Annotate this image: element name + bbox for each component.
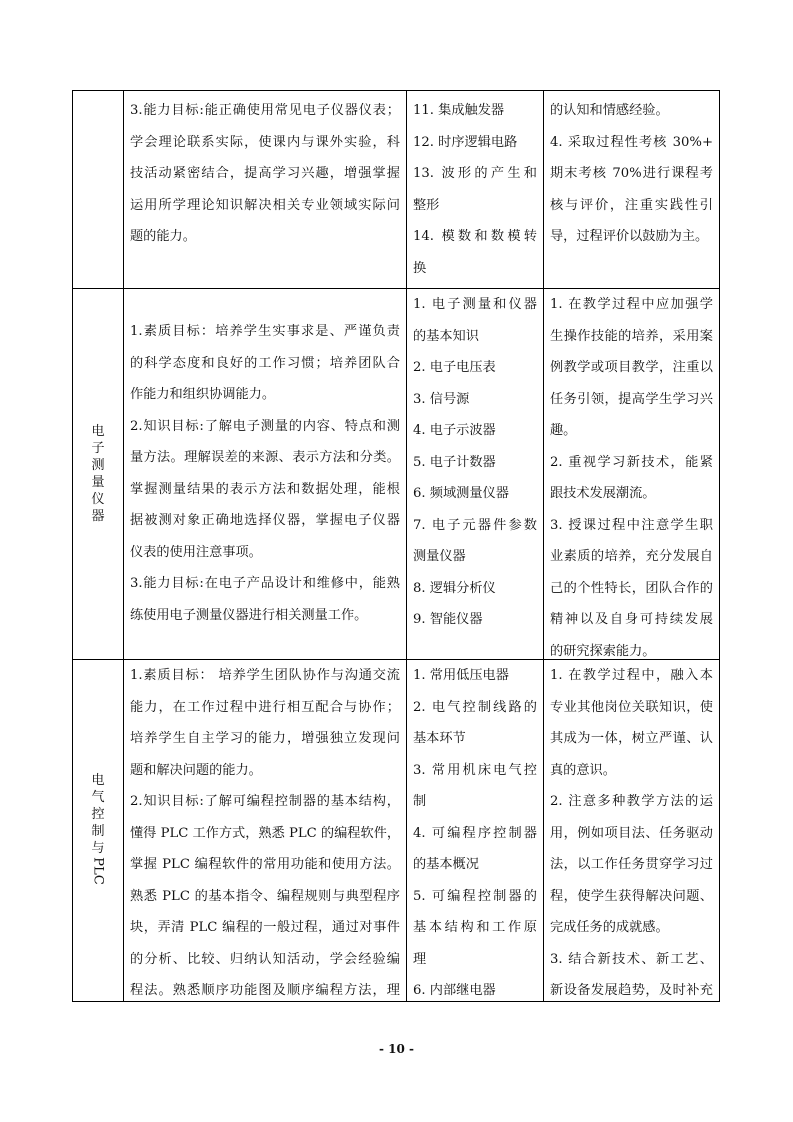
text-line: 法，以工作任务贯穿学习过 xyxy=(550,857,713,872)
text-line: 专业其他岗位关联知识，使 xyxy=(550,699,713,715)
objectives-cell xyxy=(124,289,407,659)
text-line: 的分析、比较、归纳认知活动，学会经验编 xyxy=(130,951,400,967)
text-line: 14. 模数和数模转 xyxy=(413,229,537,244)
text-line: 1.素质目标：培养学生实事求是、严谨负责 xyxy=(130,324,400,339)
objectives-cell xyxy=(124,660,407,1001)
text-line: 趣。 xyxy=(550,423,577,438)
text-line: 5. 可编程控制器的 xyxy=(413,888,537,904)
text-line: 例教学或项目教学，注重以 xyxy=(550,360,713,375)
text-line: 6. 频域测量仪器 xyxy=(413,486,509,501)
requirements-cell xyxy=(544,91,719,288)
text-line: 9. 智能仪器 xyxy=(413,612,483,627)
text-line: 量方法。理解误差的来源、表示方法和分类。 xyxy=(130,450,400,465)
text-line: 基本环节 xyxy=(413,731,466,746)
course-name: 电 气 控 制 与 PLC xyxy=(90,772,106,885)
text-line: 跟技术发展潮流。 xyxy=(550,486,656,501)
course-name-cell xyxy=(73,289,124,659)
text-line: 5. 电子计数器 xyxy=(413,454,496,470)
text-line: 4. 可编程序控制器 xyxy=(413,825,537,841)
content-cell xyxy=(407,660,544,1001)
text-line: 3.能力目标:在电子产品设计和维修中，能熟 xyxy=(130,576,400,591)
text-line: 其成为一体，树立严谨、认 xyxy=(550,731,713,746)
text-line: 导，过程评价以鼓励为主。 xyxy=(550,229,709,244)
text-line: 仪表的使用注意事项。 xyxy=(130,544,262,560)
text-line: 培养学生自主学习的能力，增强独立发现问 xyxy=(130,731,400,746)
text-line: 生操作技能的培养，采用案 xyxy=(550,328,713,344)
text-line: 8. 逻辑分析仪 xyxy=(413,580,496,596)
text-line: 的研究探索能力。 xyxy=(550,643,656,659)
text-line: 2. 电气控制线路的 xyxy=(413,699,537,715)
text-line: 完成任务的成就感。 xyxy=(550,920,669,935)
text-line: 精神以及自身可持续发展 xyxy=(550,612,713,627)
text-line: 4. 电子示波器 xyxy=(413,423,496,438)
course-name-cell xyxy=(73,660,124,1001)
text-line: 的基本知识 xyxy=(413,328,479,344)
page-number: - 10 - xyxy=(378,1042,414,1056)
text-line: 2. 注意多种教学方法的运 xyxy=(550,794,713,809)
course-table xyxy=(72,90,720,1002)
text-line: 整形 xyxy=(413,197,440,213)
text-line: 1. 在教学过程中应加强学 xyxy=(550,297,713,312)
text-line: 3. 信号源 xyxy=(413,391,470,407)
text-line: 6. 内部继电器 xyxy=(413,983,496,998)
text-line: 2. 电子电压表 xyxy=(413,360,496,375)
text-line: 1. 电子测量和仪器 xyxy=(413,297,537,312)
text-line: 1. 在教学过程中，融入本 xyxy=(550,668,713,683)
text-line: 题和解决问题的能力。 xyxy=(130,762,262,778)
text-line: 题的能力。 xyxy=(130,229,196,244)
text-line: 任务引领，提高学生学习兴 xyxy=(550,391,713,407)
course-name-cell xyxy=(73,91,124,288)
text-line: 3.能力目标:能正确使用常见电子仪器仪表； xyxy=(130,103,400,118)
table-row xyxy=(73,91,719,289)
text-line: 4. 采取过程性考核 30%+ xyxy=(550,134,713,150)
text-line: 的认知和情感经验。 xyxy=(550,103,669,118)
text-line: 技活动紧密结合，提高学习兴趣，增强掌握 xyxy=(130,166,400,181)
content-cell xyxy=(407,289,544,659)
text-line: 3. 结合新技术、新工艺、 xyxy=(550,951,713,967)
objectives-cell xyxy=(124,91,407,288)
text-line: 练使用电子测量仪器进行相关测量工作。 xyxy=(130,607,368,623)
text-line: 3. 授课过程中注意学生职 xyxy=(550,517,713,533)
text-line: 程法。熟悉顺序功能图及顺序编程方法，理 xyxy=(130,983,400,998)
text-line: 学会理论联系实际，使课内与课外实验，科 xyxy=(130,134,400,150)
text-line: 1. 常用低压电器 xyxy=(413,668,509,683)
text-line: 业素质的培养，充分发展自 xyxy=(550,549,713,564)
text-line: 1.素质目标： 培养学生团队协作与沟通交流 xyxy=(130,668,400,683)
text-line: 测量仪器 xyxy=(413,549,466,564)
text-line: 程，使学生获得解决问题、 xyxy=(550,888,713,904)
text-line: 己的个性特长，团队合作的 xyxy=(550,580,713,596)
text-line: 理 xyxy=(413,951,427,967)
table-row xyxy=(73,660,719,1001)
text-line: 真的意识。 xyxy=(550,762,616,778)
content-cell xyxy=(407,91,544,288)
text-line: 2. 重视学习新技术，能紧 xyxy=(550,454,713,470)
text-line: 期末考核 70%进行课程考 xyxy=(550,166,713,181)
text-line: 能力，在工作过程中进行相互配合与协作； xyxy=(130,699,400,715)
text-line: 制 xyxy=(413,794,427,809)
text-line: 运用所学理论知识解决相关专业领域实际问 xyxy=(130,197,400,213)
requirements-cell xyxy=(544,289,719,659)
text-line: 作能力和组织协调能力。 xyxy=(130,387,276,402)
requirements-cell xyxy=(544,660,719,1001)
text-line: 用，例如项目法、任务驱动 xyxy=(550,825,713,841)
text-line: 基本结构和工作原 xyxy=(413,920,537,935)
text-line: 掌握 PLC 编程软件的常用功能和使用方法。 xyxy=(130,857,400,872)
text-line: 换 xyxy=(413,260,427,276)
text-line: 的科学态度和良好的工作习惯；培养团队合 xyxy=(130,355,400,371)
text-line: 懂得 PLC 工作方式，熟悉 PLC 的编程软件， xyxy=(130,825,401,841)
text-line: 据被测对象正确地选择仪器，掌握电子仪器 xyxy=(130,513,400,528)
text-line: 熟悉 PLC 的基本指令、编程规则与典型程序 xyxy=(130,888,400,904)
text-line: 12. 时序逻辑电路 xyxy=(413,134,518,150)
text-line: 掌握测量结果的表示方法和数据处理，能根 xyxy=(130,481,400,497)
text-line: 新设备发展趋势，及时补充 xyxy=(550,983,713,998)
text-line: 3. 常用机床电气控 xyxy=(413,762,537,778)
text-line: 2.知识目标:了解可编程控制器的基本结构， xyxy=(130,794,400,809)
text-line: 11. 集成触发器 xyxy=(413,103,505,118)
course-name: 电 子 测 量 仪 器 xyxy=(91,424,105,524)
text-line: 块，弄清 PLC 编程的一般过程，通过对事件 xyxy=(130,920,400,935)
table-row xyxy=(73,289,719,660)
text-line: 2.知识目标:了解电子测量的内容、特点和测 xyxy=(130,418,400,434)
text-line: 核与评价，注重实践性引 xyxy=(550,197,713,213)
text-line: 的基本概况 xyxy=(413,857,479,872)
text-line: 7. 电子元器件参数 xyxy=(413,517,537,533)
text-line: 13. 波形的产生和 xyxy=(413,166,537,181)
